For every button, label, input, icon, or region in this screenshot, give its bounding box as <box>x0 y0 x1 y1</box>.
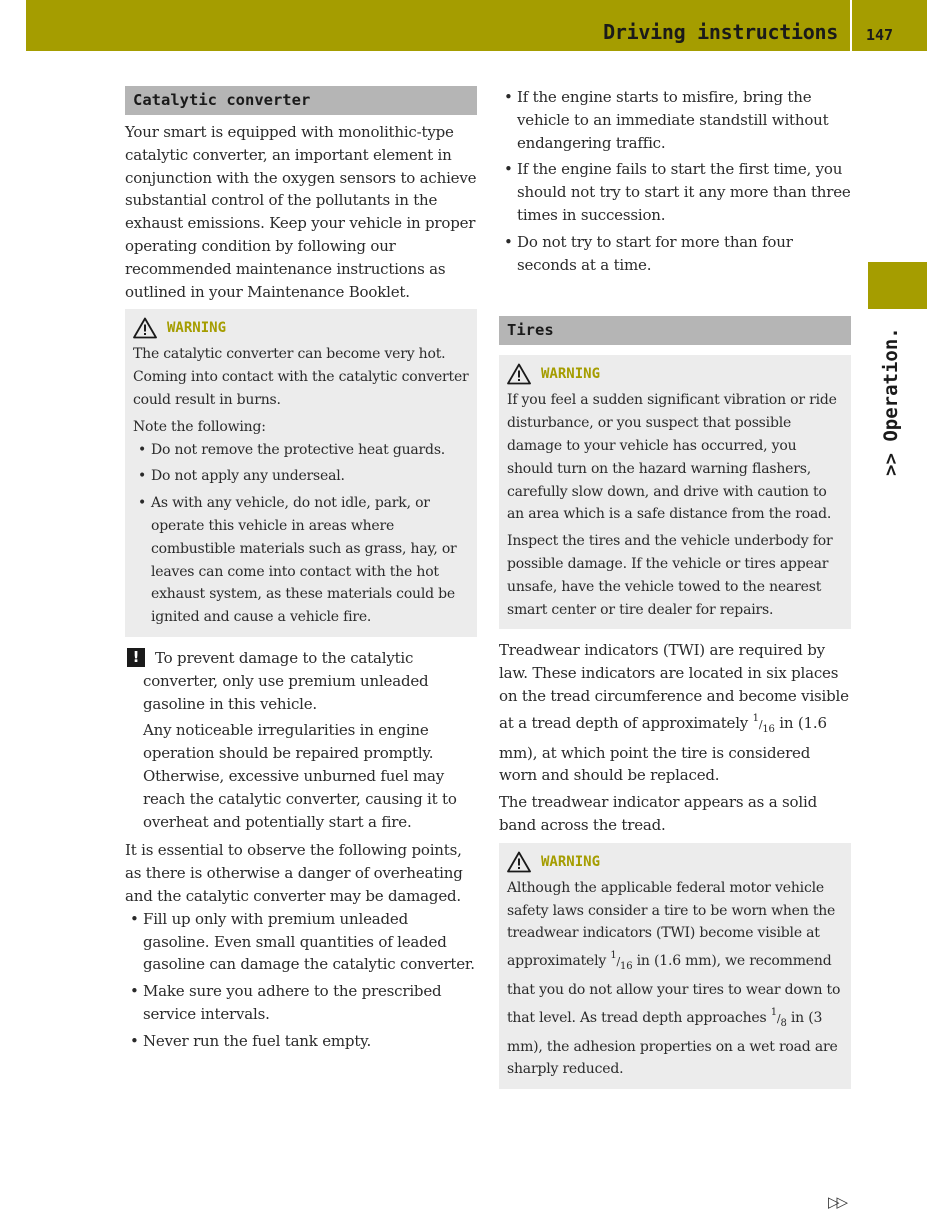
warning-triangle-icon <box>507 851 531 873</box>
section-tab-marker <box>868 262 927 309</box>
header-divider <box>850 0 852 51</box>
warning-header <box>507 849 843 875</box>
warning-header <box>507 361 843 387</box>
fraction: $^1/_8$ <box>770 1006 787 1029</box>
warning-triangle-icon <box>507 363 531 385</box>
warning-label: WARNING <box>541 853 601 870</box>
catalytic-warning-box <box>125 309 477 637</box>
list-item: • As with any vehicle, do not idle, park, or operate this vehicle in areas where combustible materials such as grass, hay, or leaves can come into contact with the hot exhaust system, as these materials could be ignited and cause a vehicle fire. <box>133 492 469 629</box>
treadwear-text-before: Treadwear indicators (TWI) are required by law. These indicators are located in six places on the tread circumference and become visible at a tread depth of approximately <box>499 641 849 732</box>
notice-paragraph: Any noticeable irregularities in engine operation should be repaired promptly. Otherwise, excessive unburned fuel may reach the catalytic converter, causing it to overheat and potentially start a fire. <box>143 721 457 831</box>
exclamation-icon: ! <box>127 648 145 667</box>
tires-warning-box <box>499 355 851 629</box>
list-item: • Make sure you adhere to the prescribed service intervals. <box>125 980 477 1026</box>
warning-text-after: in (3 mm), the adhesion properties on a wet road are sharply reduced. <box>507 1009 838 1078</box>
warning-header <box>133 315 469 341</box>
points-intro-paragraph: It is essential to observe the following points, as there is otherwise a danger of overheating and the catalytic converter may be damaged. <box>125 841 463 905</box>
page-header-title: Driving instructions <box>603 20 838 44</box>
list-item: • Never run the fuel tank empty. <box>125 1030 477 1053</box>
fraction: $^1/_{16}$ <box>752 712 775 735</box>
notice-paragraph: To prevent damage to the catalytic converter, only use premium unleaded gasoline in this vehicle. <box>143 648 429 713</box>
damage-notice <box>125 647 477 833</box>
warning-text: Inspect the tires and the vehicle underbody for possible damage. If the vehicle or tires appear unsafe, have the vehicle towed to the nearest smart center or tire dealer for repairs. <box>507 533 833 618</box>
left-column <box>125 86 477 1052</box>
warning-note: Note the following: <box>133 418 266 435</box>
treadwear-warning-box <box>499 843 851 1089</box>
tires-heading: Tires <box>499 316 851 345</box>
continue-arrow-icon: ▷▷ <box>828 1193 846 1211</box>
fraction: $^1/_{16}$ <box>610 950 633 973</box>
right-column <box>499 86 851 1089</box>
list-item: • Do not apply any underseal. <box>133 465 469 488</box>
warning-triangle-icon <box>133 317 157 339</box>
fraction-denominator: 8 <box>780 1017 787 1029</box>
list-item: • Do not remove the protective heat guards. <box>133 439 469 462</box>
list-item: • If the engine fails to start the first time, you should not try to start it any more than three times in succession. <box>499 158 851 226</box>
list-item: • Do not try to start for more than four seconds at a time. <box>499 231 851 277</box>
warning-text-before: Although the applicable federal motor vehicle safety laws consider a tire to be worn when the treadwear indicators (TWI) become visible at approximately <box>507 879 836 970</box>
warning-text <box>507 877 843 1081</box>
warning-text-middle: in (1.6 mm), we recommend that you do not allow your tires to wear down to that level. As tread depth approaches <box>507 953 841 1026</box>
catalytic-converter-heading: Catalytic converter <box>125 86 477 115</box>
fraction-numerator: 1 <box>610 950 617 962</box>
list-item: • If the engine starts to misfire, bring the vehicle to an immediate standstill without endangering traffic. <box>499 86 851 154</box>
warning-bullet-list <box>133 439 469 629</box>
catalytic-intro-paragraph: Your smart is equipped with monolithic-type catalytic converter, an important element in conjunction with the oxygen sensors to achieve substantial control of the pollutants in the exhaust emissions. Keep your vehicle in proper operating condition by following our recommended maintenance instructions as outlined in your Maintenance Booklet. <box>125 123 477 301</box>
solid-band-paragraph: The treadwear indicator appears as a solid band across the tread. <box>499 793 817 834</box>
treadwear-text-after: in (1.6 mm), at which point the tire is considered worn and should be replaced. <box>499 713 827 785</box>
warning-text: If you feel a sudden significant vibration or ride disturbance, or you suspect that possible damage to your vehicle has occurred, you should turn on the hazard warning flashers, carefully slow down, and drive with caution to an area which is a safe distance from the road. <box>507 392 837 523</box>
warning-label: WARNING <box>167 320 227 337</box>
fraction-numerator: 1 <box>752 712 759 724</box>
section-tab-label: >> Operation. <box>880 327 902 476</box>
list-item: • Fill up only with premium unleaded gasoline. Even small quantities of leaded gasoline can damage the catalytic converter. <box>125 908 477 976</box>
warning-label: WARNING <box>541 366 601 383</box>
fraction-denominator: 16 <box>620 961 633 973</box>
points-list <box>125 908 477 1053</box>
warning-text: The catalytic converter can become very hot. Coming into contact with the catalytic converter could result in burns. <box>133 346 469 408</box>
treadwear-paragraph <box>499 639 851 787</box>
page-number: 147 <box>866 26 894 44</box>
fraction-numerator: 1 <box>770 1006 777 1018</box>
fraction-denominator: 16 <box>762 723 775 735</box>
points-list-continued <box>499 86 851 276</box>
